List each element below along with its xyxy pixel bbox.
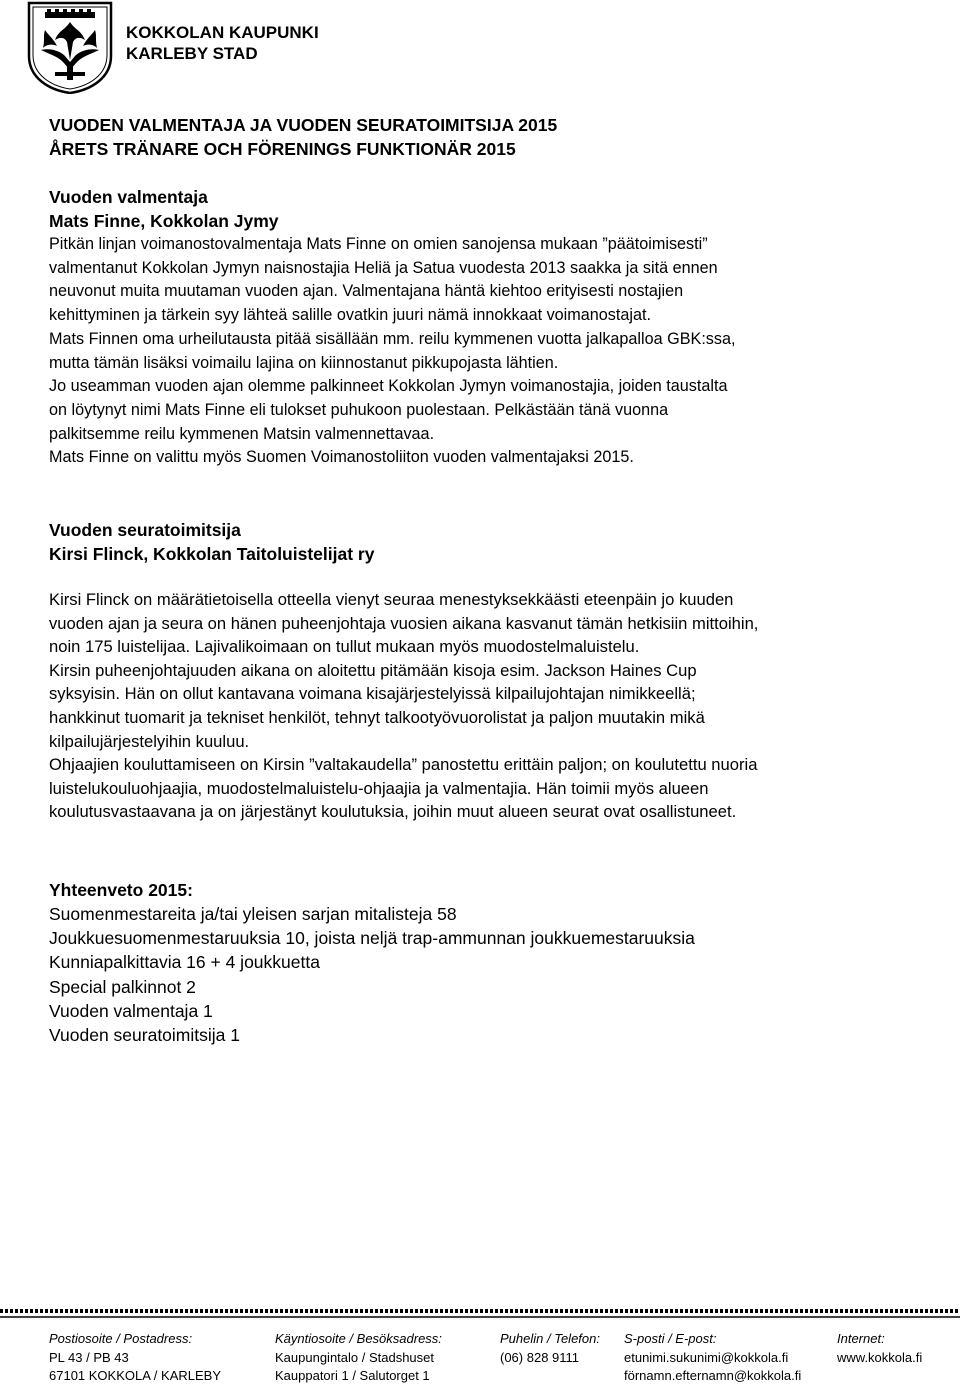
- organization-name: [126, 22, 319, 64]
- footer-value: Kaupungintalo / Stadshuset: [275, 1349, 435, 1365]
- paragraph-line: noin 175 luistelijaa. Lajivalikoimaan on tullut mukaan myös muodostelmaluistelu.: [49, 637, 640, 657]
- city-coat-of-arms-logo: [25, 0, 115, 94]
- list-item: Suomenmestareita ja/tai yleisen sarjan mitalisteja 58: [49, 903, 457, 924]
- list-item: Vuoden valmentaja 1: [49, 1000, 213, 1021]
- footer-website-link[interactable]: www.kokkola.fi: [837, 1349, 923, 1365]
- official-section: [49, 518, 944, 824]
- footer-email-link[interactable]: etunimi.sukunimi@kokkola.fi: [624, 1349, 789, 1365]
- footer-divider: [0, 1307, 960, 1321]
- list-item: Special palkinnot 2: [49, 976, 196, 997]
- footer-visiting-address: [275, 1330, 442, 1386]
- paragraph-line: kilpailujärjestelyihin kuuluu.: [49, 731, 250, 751]
- paragraph-line: Pitkän linjan voimanostovalmentaja Mats Finne on omien sanojensa mukaan ”päätoimisesti”: [49, 235, 708, 253]
- paragraph-line: luistelukouluohjaajia, muodostelmaluistelu-ohjaajia ja valmentajia. Hän toimii myös alueen: [49, 778, 709, 798]
- coach-description: [49, 233, 944, 470]
- document-title-swedish: ÅRETS TRÄNARE OCH FÖRENINGS FUNKTIONÄR 2015: [49, 139, 516, 159]
- paragraph-line: kehittyminen ja tärkein syy lähteä salille ovatkin juuri nämä innokkaat voimanostajat.: [49, 306, 651, 325]
- paragraph-line: Mats Finnen oma urheilutausta pitää sisällään mm. reilu kymmenen vuotta jalkapalloa GBK:ssa,: [49, 329, 736, 348]
- paragraph-line: Kirsin puheenjohtajuuden aikana on aloitettu pitämään kisoja esim. Jackson Haines Cup: [49, 660, 697, 680]
- footer-label: Postiosoite / Postadress:: [49, 1331, 193, 1346]
- footer-label: Puhelin / Telefon:: [500, 1331, 600, 1346]
- document-body: [49, 113, 944, 1047]
- org-name-finnish: KOKKOLAN KAUPUNKI: [126, 23, 319, 42]
- footer-value: 67101 KOKKOLA / KARLEBY: [49, 1368, 221, 1383]
- summary-heading: Yhteenveto 2015:: [49, 879, 193, 900]
- footer-value: Kauppatori 1 / Salutorget 1: [275, 1368, 430, 1383]
- paragraph-line: palkitsemme reilu kymmenen Matsin valmennettavaa.: [49, 424, 435, 443]
- official-heading: Vuoden seuratoimitsija: [49, 520, 241, 541]
- document-title-finnish: VUODEN VALMENTAJA JA VUODEN SEURATOIMITSIJA 2015: [49, 115, 558, 135]
- paragraph-line: Jo useamman vuoden ajan olemme palkinneet Kokkolan Jymyn voimanostajia, joiden taustalta: [49, 377, 728, 396]
- coach-section: [49, 185, 944, 470]
- coach-name: Mats Finne, Kokkolan Jymy: [49, 211, 279, 231]
- paragraph-line: Ohjaajien kouluttamiseen on Kirsin ”valtakaudella” panostettu erittäin paljon; on koulutettu nuoria: [49, 755, 758, 775]
- footer-website: [837, 1330, 922, 1367]
- paragraph-line: neuvonut muita muutaman vuoden ajan. Valmentajana häntä kiehtoo erityisesti nostajien: [49, 282, 684, 301]
- footer-value: PL 43 / PB 43: [49, 1349, 129, 1365]
- paragraph-line: valmentanut Kokkolan Jymyn naisnostajia Heliä ja Satua vuodesta 2013 saakka ja sitä ennen: [49, 258, 718, 277]
- official-description: [49, 588, 944, 824]
- footer-value: (06) 828 9111: [500, 1349, 580, 1365]
- summary-section: [49, 878, 944, 1047]
- list-item: Kunniapalkittavia 16 + 4 joukkuetta: [49, 952, 320, 973]
- footer-postal-address: [49, 1330, 221, 1386]
- footer-email-link[interactable]: förnamn.efternamn@kokkola.fi: [624, 1368, 802, 1383]
- list-item: Vuoden seuratoimitsija 1: [49, 1024, 240, 1045]
- paragraph-line: Kirsi Flinck on määrätietoisella otteella vienyt seuraa menestyksekkäästi eteenpäin jo kuuden: [49, 590, 734, 610]
- official-name: Kirsi Flinck, Kokkolan Taitoluistelijat ry: [49, 544, 375, 565]
- footer-phone: [500, 1330, 600, 1367]
- list-item: Joukkuesuomenmestaruuksia 10, joista neljä trap-ammunnan joukkuemestaruuksia: [49, 928, 695, 949]
- footer-label: Internet:: [837, 1331, 885, 1346]
- paragraph-line: on löytynyt nimi Mats Finne eli tulokset puhukoon puolestaan. Pelkästään tänä vuonna: [49, 400, 669, 419]
- paragraph-line: vuoden ajan ja seura on hänen puheenjohtaja vuosien aikana kasvanut tämän hetkisiin mittoihin,: [49, 613, 759, 633]
- paragraph-line: koulutusvastaavana ja on järjestänyt koulutuksia, joihin muut alueen seurat ovat osallistuneet.: [49, 802, 737, 822]
- summary-list: [49, 902, 944, 1047]
- footer-email: [624, 1330, 801, 1386]
- paragraph-line: syksyisin. Hän on ollut kantavana voimana kisajärjestelyissä kilpailujohtajan nimikkeellä;: [49, 684, 696, 704]
- paragraph-line: hankkinut tuomarit ja tekniset henkilöt, tehnyt talkootyövuorolistat ja paljon muutakin mikä: [49, 708, 705, 727]
- paragraph-line: mutta tämän lisäksi voimailu lajina on kiinnostanut pikkupojasta lähtien.: [49, 353, 559, 372]
- org-name-swedish: KARLEBY STAD: [126, 44, 258, 63]
- footer-label: S-posti / E-post:: [624, 1331, 717, 1346]
- paragraph-line: Mats Finne on valittu myös Suomen Voimanostoliiton vuoden valmentajaksi 2015.: [49, 448, 634, 467]
- coach-heading: Vuoden valmentaja: [49, 187, 208, 207]
- footer-label: Käyntiosoite / Besöksadress:: [275, 1331, 442, 1346]
